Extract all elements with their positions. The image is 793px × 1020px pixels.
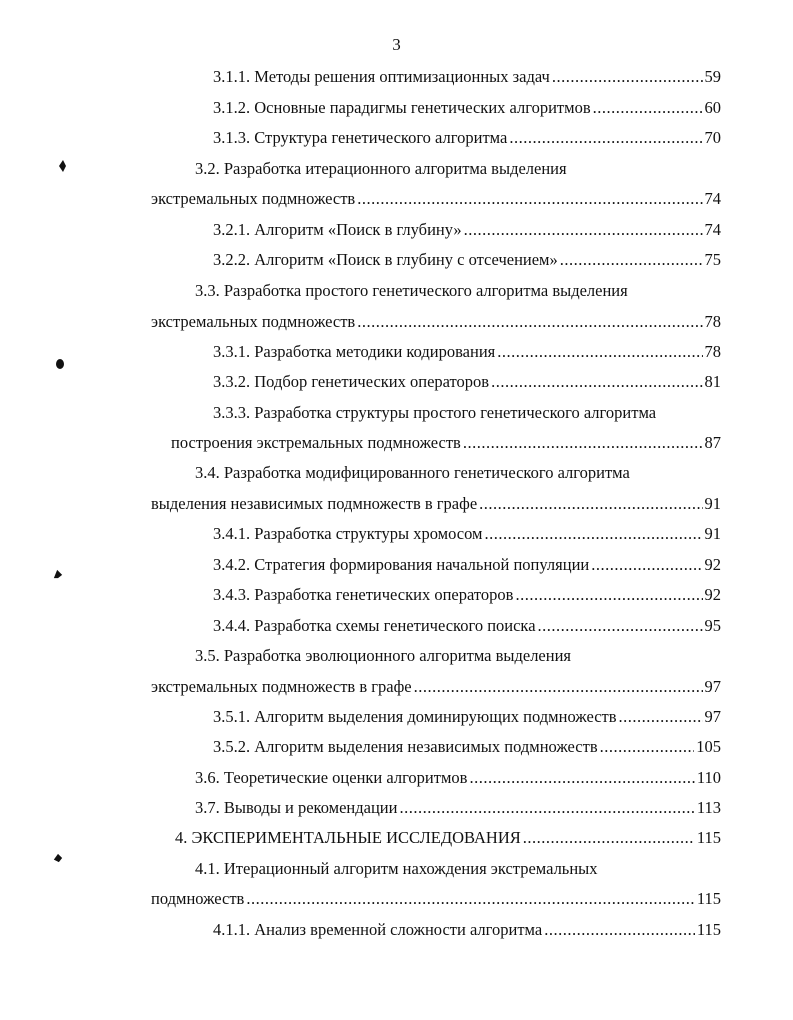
toc-entry-chapter[interactable] — [175, 826, 721, 850]
toc-entry-title: 3.2.1. Алгоритм «Поиск в глубину» — [213, 220, 462, 239]
toc-entry-title: 3.1.3. Структура генетического алгоритма — [213, 128, 508, 147]
toc-entry[interactable] — [213, 218, 721, 242]
toc-entry-title: 4. ЭКСПЕРИМЕНТАЛЬНЫЕ ИССЛЕДОВАНИЯ — [175, 828, 521, 847]
toc-entry[interactable] — [213, 248, 721, 272]
toc-entry-title: экстремальных подмножеств в графе — [151, 677, 412, 696]
toc-entry-title-line1: 3.4. Разработка модифицированного генетического алгоритма — [195, 463, 630, 482]
toc-entry-title: выделения независимых подмножеств в графе — [151, 494, 478, 513]
toc-entry-page: 105 — [696, 737, 721, 756]
toc-entry[interactable] — [213, 522, 721, 546]
toc-entry[interactable] — [213, 583, 721, 607]
toc-entry-title-line1: 3.3.3. Разработка структуры простого генетического алгоритма — [213, 403, 657, 422]
toc-entry-page: 59 — [704, 67, 721, 86]
toc-entry-page: 78 — [704, 342, 721, 361]
page-number: 3 — [392, 35, 401, 54]
toc-entry[interactable] — [151, 887, 721, 911]
margin-mark-icon — [55, 358, 65, 370]
toc-entry[interactable] — [213, 340, 721, 364]
toc-entry-title-line1: 3.5. Разработка эволюционного алгоритма выделения — [195, 646, 572, 665]
toc-entry-page: 70 — [704, 128, 721, 147]
toc-entry-page: 115 — [696, 920, 721, 939]
margin-mark-icon — [57, 160, 67, 172]
toc-entry-page: 97 — [704, 707, 721, 726]
toc-entry-title: 3.5.1. Алгоритм выделения доминирующих подмножеств — [213, 707, 617, 726]
toc-entry-page: 75 — [704, 250, 721, 269]
toc-entry-page: 110 — [696, 768, 721, 787]
toc-entry[interactable] — [213, 553, 721, 577]
toc-entry-title: подмножеств — [151, 889, 245, 908]
toc-entry[interactable] — [151, 492, 721, 516]
toc-entry[interactable] — [213, 65, 721, 89]
toc-entry[interactable] — [213, 918, 721, 942]
toc-entry[interactable] — [195, 796, 721, 820]
toc-entry[interactable] — [195, 766, 721, 790]
toc-entry-page: 92 — [704, 555, 721, 574]
toc-entry-title-line1: 3.2. Разработка итерационного алгоритма выделения — [195, 159, 567, 178]
toc-entry-page: 74 — [704, 189, 721, 208]
toc-entry-page: 60 — [704, 98, 721, 117]
toc-entry-title-line1: 3.3. Разработка простого генетического алгоритма выделения — [195, 281, 628, 300]
toc-entry-title: 3.4.3. Разработка генетических операторов — [213, 585, 514, 604]
toc-entry-page: 113 — [696, 798, 721, 817]
toc-entry-title: построения экстремальных подмножеств — [171, 433, 461, 452]
toc-entry-title: 3.4.1. Разработка структуры хромосом — [213, 524, 483, 543]
toc-entry-page: 81 — [704, 372, 721, 391]
toc-entry-title: экстремальных подмножеств — [151, 312, 356, 331]
toc-entry-title: 3.1.2. Основные парадигмы генетических алгоритмов — [213, 98, 591, 117]
toc-entry-page: 97 — [704, 677, 721, 696]
toc-entry-title: 3.3.1. Разработка методики кодирования — [213, 342, 496, 361]
toc-entry-page: 95 — [704, 616, 721, 635]
toc-entry-page: 87 — [704, 433, 721, 452]
toc-entry[interactable] — [213, 370, 721, 394]
toc-entry-title: 4.1.1. Анализ временной сложности алгоритма — [213, 920, 543, 939]
toc-entry-page: 115 — [696, 828, 721, 847]
toc-entry-page: 92 — [704, 585, 721, 604]
toc-entry-title: 3.1.1. Методы решения оптимизационных задач — [213, 67, 550, 86]
toc-entry-title: 3.2.2. Алгоритм «Поиск в глубину с отсечением» — [213, 250, 558, 269]
toc-entry[interactable] — [171, 431, 721, 455]
toc-entry-title: 3.7. Выводы и рекомендации — [195, 798, 398, 817]
toc-entry-page: 91 — [704, 524, 721, 543]
toc-entry-page: 78 — [704, 312, 721, 331]
toc-entry-title: 3.5.2. Алгоритм выделения независимых подмножеств — [213, 737, 598, 756]
toc-entry[interactable] — [151, 675, 721, 699]
toc-entry[interactable] — [213, 126, 721, 150]
toc-entry-page: 91 — [704, 494, 721, 513]
toc-entry-title: 3.4.4. Разработка схемы генетического поиска — [213, 616, 536, 635]
toc-entry[interactable] — [213, 705, 721, 729]
toc-entry[interactable] — [213, 614, 721, 638]
toc-entry-title-line1: 4.1. Итерационный алгоритм нахождения экстремальных — [195, 859, 598, 878]
toc-entry-title: экстремальных подмножеств — [151, 189, 356, 208]
toc-entry-title: 3.3.2. Подбор генетических операторов — [213, 372, 490, 391]
margin-mark-icon — [53, 852, 63, 864]
toc-entry-page: 74 — [704, 220, 721, 239]
toc-entry[interactable] — [151, 310, 721, 334]
toc-entry[interactable] — [151, 187, 721, 211]
toc-entry-title: 3.6. Теоретические оценки алгоритмов — [195, 768, 468, 787]
toc-entry-page: 115 — [696, 889, 721, 908]
toc-entry[interactable] — [213, 735, 721, 759]
margin-mark-icon — [53, 568, 63, 580]
toc-entry-title: 3.4.2. Стратегия формирования начальной популяции — [213, 555, 590, 574]
toc-entry[interactable] — [213, 96, 721, 120]
